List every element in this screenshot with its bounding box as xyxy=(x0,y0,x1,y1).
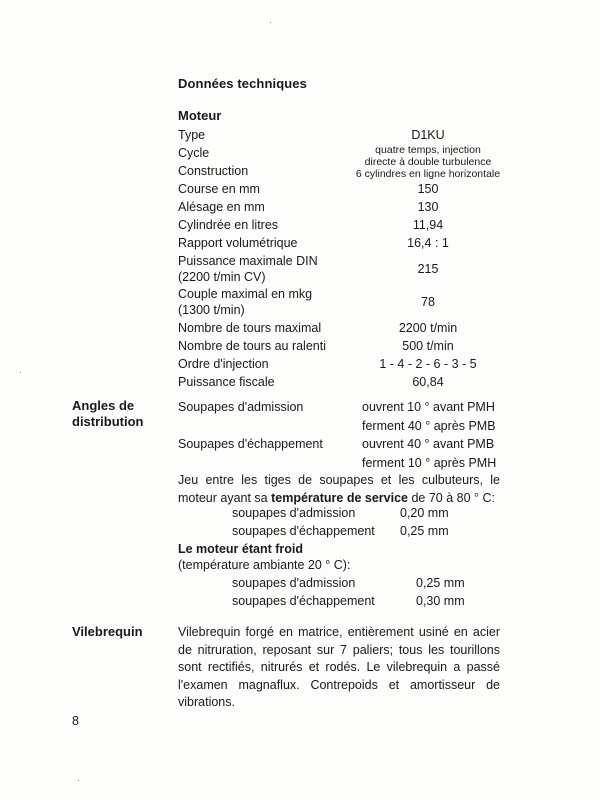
spec-label: Rapport volumétrique xyxy=(178,236,298,250)
engine-spec-table xyxy=(178,126,508,391)
engine-heading: Moteur xyxy=(178,108,222,123)
spec-value: 1 - 4 - 2 - 6 - 3 - 5 xyxy=(379,357,477,371)
list-item xyxy=(232,504,449,522)
valve-timing-table xyxy=(178,398,508,472)
spec-label: Nombre de tours maximal xyxy=(178,321,322,335)
spec-value: 60,84 xyxy=(412,375,444,389)
spec-label: Puissance maximale DIN (2200 t/min CV) xyxy=(178,254,318,284)
clearance-value: 0,30 mm xyxy=(416,594,465,608)
timing-row xyxy=(178,398,508,417)
intake-close: ferment 40 ° après PMB xyxy=(362,418,496,433)
list-item xyxy=(232,592,465,610)
spec-row-max-power xyxy=(178,253,508,285)
spec-label: Nombre de tours au ralenti xyxy=(178,339,326,353)
page-title: Données techniques xyxy=(178,76,307,91)
exhaust-open: ouvrent 40 ° avant PMB xyxy=(362,437,495,451)
crankshaft-heading: Vilebrequin xyxy=(72,624,143,639)
spec-row-cycle-construction xyxy=(178,144,508,180)
clearance-intro-text: Jeu entre les tiges de soupapes et les culbuteurs, le moteur ayant sa xyxy=(178,473,500,505)
spec-label: Couple maximal en mkg (1300 t/min) xyxy=(178,287,313,317)
crankshaft-text: Vilebrequin forgé en matrice, entièrement usiné en acier de nitruration, reposant sur 7 paliers; tous les tourillons sont rectifiés, nitrurés et rodés. Le vilebrequin a passé l'examen magnaflux. Contrepoids et amortisseur de vibrations. xyxy=(178,625,500,709)
print-speck xyxy=(78,780,79,781)
exhaust-close: ferment 10 ° après PMH xyxy=(362,455,497,470)
spec-value: 16,4 : 1 xyxy=(407,236,449,250)
clearance-label: soupapes d'admission xyxy=(232,506,356,520)
spec-label: Construction xyxy=(178,164,249,178)
valve-timing-heading: Angles de distribution xyxy=(72,398,144,429)
clearance-intro-bold: température de service xyxy=(271,490,408,505)
page-number: 8 xyxy=(72,714,79,728)
exhaust-label: Soupapes d'échappement xyxy=(178,437,323,451)
clearance-intro-end: de 70 à 80 ° C: xyxy=(408,490,495,505)
cycle-line: directe à double turbulence xyxy=(364,156,492,168)
spec-row-type xyxy=(178,126,508,144)
spec-row-idle-rpm xyxy=(178,337,508,355)
timing-row xyxy=(178,435,508,454)
cold-clearance-list xyxy=(232,574,465,610)
spec-value: 11,94 xyxy=(412,218,444,232)
spec-value: D1KU xyxy=(411,128,445,142)
clearance-intro xyxy=(178,472,500,507)
spec-row-max-rpm xyxy=(178,319,508,337)
spec-label: Course en mm xyxy=(178,182,260,196)
list-item xyxy=(232,522,449,540)
spec-label: Type xyxy=(178,128,206,142)
spec-label: Cycle xyxy=(178,146,210,160)
clearance-value: 0,25 mm xyxy=(400,524,449,538)
spec-row-max-torque xyxy=(178,286,508,318)
spec-row-stroke xyxy=(178,180,508,198)
clearance-value: 0,25 mm xyxy=(416,576,465,590)
spec-value: 130 xyxy=(417,200,439,214)
spec-row-compression xyxy=(178,234,508,252)
clearance-label: soupapes d'échappement xyxy=(232,594,375,608)
spec-label: Alésage en mm xyxy=(178,200,265,214)
spec-label: Puissance fiscale xyxy=(178,375,275,389)
spec-value: 215 xyxy=(417,262,439,276)
spec-label: Cylindrée en litres xyxy=(178,218,279,232)
spec-label: Ordre d'injection xyxy=(178,357,269,371)
spec-value: 500 t/min xyxy=(402,339,454,353)
print-speck xyxy=(20,372,21,373)
clearance-value: 0,20 mm xyxy=(400,506,449,520)
timing-row xyxy=(178,454,508,473)
cold-engine-heading: Le moteur étant froid xyxy=(178,542,304,556)
clearance-label: soupapes d'admission xyxy=(232,576,356,590)
spec-row-injection-order xyxy=(178,355,508,373)
list-item xyxy=(232,574,465,592)
spec-row-displacement xyxy=(178,216,508,234)
spec-value: 78 xyxy=(421,295,435,309)
construction-line: 6 cylindres en ligne horizontale xyxy=(355,168,501,180)
timing-row xyxy=(178,417,508,436)
intake-label: Soupapes d'admission xyxy=(178,400,304,414)
cold-engine-subheading: (température ambiante 20 ° C): xyxy=(178,558,351,572)
spec-row-bore xyxy=(178,198,508,216)
spec-row-fiscal-power xyxy=(178,373,508,391)
spec-value: 150 xyxy=(417,182,439,196)
hot-clearance-list xyxy=(232,504,449,540)
cycle-line: quatre temps, injection xyxy=(375,144,481,156)
spec-value: 2200 t/min xyxy=(398,321,458,335)
intake-open: ouvrent 10 ° avant PMH xyxy=(362,400,495,414)
print-speck xyxy=(270,22,271,23)
clearance-label: soupapes d'échappement xyxy=(232,524,375,538)
